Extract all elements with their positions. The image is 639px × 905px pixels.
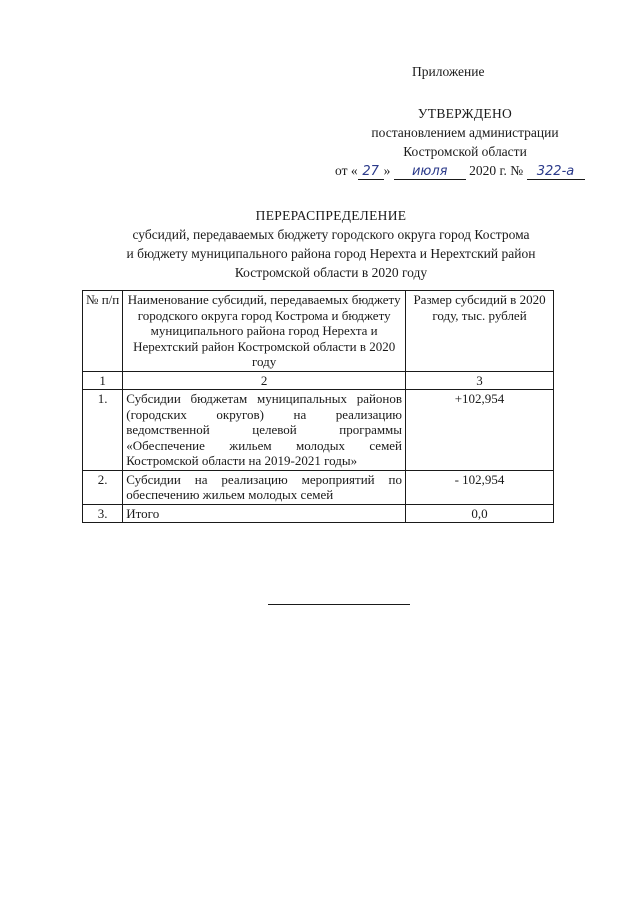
row-value: +102,954: [406, 390, 554, 471]
closing-line: [268, 604, 410, 605]
table-row: [83, 390, 554, 471]
header-size: Размер субсидий в 2020 году, тыс. рублей: [406, 291, 554, 372]
document-title: ПЕРЕРАСПРЕДЕЛЕНИЕ: [255, 208, 407, 223]
subsidy-table: [82, 290, 554, 523]
index-cell-1: 1: [83, 371, 123, 390]
approval-title: УТВЕРЖДЕНО: [417, 106, 513, 121]
approval-line-2: Костромской области: [403, 144, 527, 159]
header-num: № п/п: [83, 291, 123, 372]
row-value: 0,0: [406, 504, 554, 523]
index-cell-3: 3: [406, 371, 554, 390]
date-month-handwritten: июля: [394, 164, 466, 180]
row-value: - 102,954: [406, 470, 554, 504]
header-name: Наименование субсидий, передаваемых бюджету городского округа город Кострома и бюджету муниципального района город Нерехта и Нерехтский район Костромской области в 2020 году: [123, 291, 406, 372]
approval-block: [300, 104, 630, 180]
row-name: Субсидии на реализацию мероприятий по обеспечению жильем молодых семей: [123, 470, 406, 504]
approval-date-line: [300, 161, 630, 180]
index-cell-2: 2: [123, 371, 406, 390]
table-row: [83, 504, 554, 523]
date-day-handwritten: 27: [358, 164, 384, 180]
row-num: 1.: [83, 390, 123, 471]
heading-line-2: и бюджету муниципального района город Нерехта и Нерехтский район: [126, 246, 536, 261]
decree-number-handwritten: 322-а: [527, 164, 585, 180]
heading-line-3: Костромской области в 2020 году: [234, 265, 428, 280]
table-header-row: [83, 291, 554, 372]
heading-line-1: субсидий, передаваемых бюджету городского округа город Кострома: [132, 227, 530, 242]
table-row: [83, 470, 554, 504]
appendix-label: Приложение: [412, 64, 485, 79]
date-year: 2020 г. №: [469, 163, 524, 178]
date-prefix: от «: [335, 163, 358, 178]
table-index-row: [83, 371, 554, 390]
row-num: 3.: [83, 504, 123, 523]
date-mid: »: [383, 163, 391, 178]
document-heading: [80, 206, 582, 282]
approval-line-1: постановлением администрации: [371, 125, 559, 140]
row-name: Субсидии бюджетам муниципальных районов (городских округов) на реализацию ведомственной целевой программы «Обеспечение жильем молодых семей Костромской области на 2019-2021 годы»: [123, 390, 406, 471]
row-name: Итого: [123, 504, 406, 523]
row-num: 2.: [83, 470, 123, 504]
